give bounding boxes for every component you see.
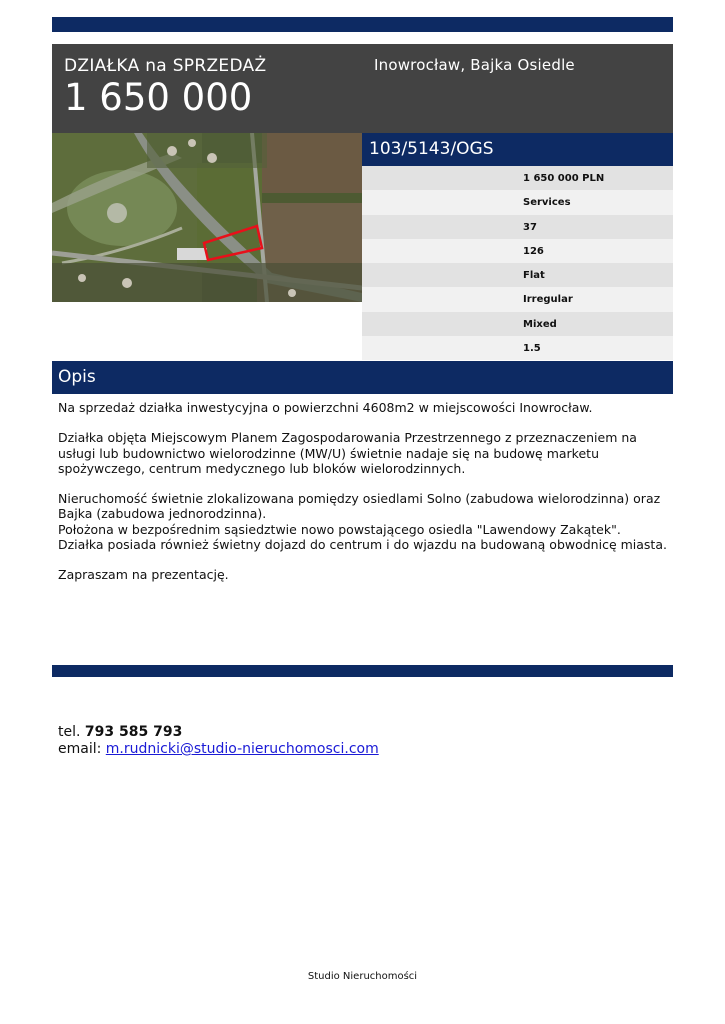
param-value: Services <box>523 197 571 209</box>
footer-agency-name: Studio Nieruchomości <box>307 971 418 982</box>
phone-label: tel. <box>58 724 81 740</box>
parameters-table <box>362 166 673 360</box>
description-heading-bar <box>52 361 673 394</box>
listing-price: 1 650 000 <box>64 76 253 119</box>
listing-type: DZIAŁKA na SPRZEDAŻ <box>64 56 267 76</box>
bottom-accent-bar <box>52 665 673 677</box>
property-aerial-photo <box>52 133 362 302</box>
param-value: 1.5 <box>523 343 541 355</box>
param-value: 1 650 000 PLN <box>523 173 605 184</box>
phone-number: 793 585 793 <box>84 724 183 740</box>
param-value: Irregular <box>523 294 573 306</box>
contact-block <box>58 724 379 758</box>
description-paragraph: Nieruchomość świetnie zlokalizowana pomiędzy osiedlami Solno (zabudowa wielorodzinna) oraz Bajka (zabudowa jednorodzinna). <box>58 491 661 522</box>
param-row-terrain <box>362 263 673 287</box>
param-row-price <box>362 166 673 190</box>
email-link[interactable]: m.rudnicki@studio-nieruchomosci.com <box>105 741 379 757</box>
param-value: Mixed <box>523 318 557 330</box>
param-row <box>362 215 673 239</box>
param-value: 126 <box>523 245 544 257</box>
description-body <box>58 400 670 582</box>
email-line <box>58 741 379 758</box>
description-paragraph: Działka objęta Miejscowym Planem Zagospodarowania Przestrzennego z przeznaczeniem na usługi lub budownictwo wielorodzinne (MW/U) świetnie nadaje się na budowę marketu spożywczego, centrum medycznego lub bloków wielorodzinnych. <box>58 430 637 476</box>
param-row <box>362 336 673 360</box>
description-paragraph: Zapraszam na prezentację. <box>58 567 229 583</box>
description-paragraph: Na sprzedaż działka inwestycyjna o powierzchni 4608m2 w miejscowości Inowrocław. <box>58 400 593 415</box>
top-accent-bar <box>52 17 673 32</box>
param-value: Flat <box>523 270 545 282</box>
email-label: email: <box>58 741 102 757</box>
reference-number: 103/5143/OGS <box>369 139 494 159</box>
description-paragraph: Położona w bezpośrednim sąsiedztwie nowo powstającego osiedla "Lawendowy Zakątek". Działka posiada również świetny dojazd do centrum i do wjazdu na budowaną obwodnicę miasta. <box>58 521 667 552</box>
listing-header <box>52 44 673 133</box>
listing-location: Inowrocław, Bajka Osiedle <box>374 56 575 74</box>
param-row-surroundings <box>362 312 673 336</box>
param-row <box>362 239 673 263</box>
param-value: 37 <box>523 221 537 233</box>
param-row-services <box>362 190 673 214</box>
description-heading: Opis <box>58 367 96 387</box>
reference-number-bar <box>362 133 673 166</box>
phone-line <box>58 724 379 741</box>
param-row-shape <box>362 287 673 311</box>
